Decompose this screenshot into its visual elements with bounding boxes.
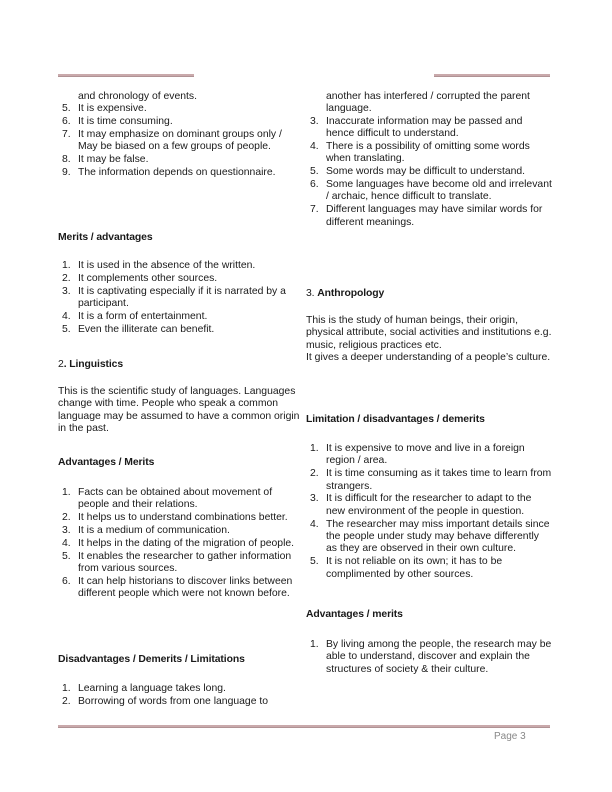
heading-merits-advantages: Merits / advantages (58, 232, 153, 243)
list-item-number: 1. (62, 683, 71, 694)
list-item (58, 525, 300, 537)
list-item-number: 4. (62, 537, 71, 549)
heading-advantages-merits-anthropology: Advantages / merits (306, 609, 403, 620)
list-item-text: Some languages have become old and irrelevant / archaic, hence difficult to translate. (326, 179, 552, 203)
list-item-text: It complements other sources. (78, 272, 218, 284)
footer-rule (58, 725, 550, 728)
list-item (306, 141, 552, 166)
anthropology-text (306, 315, 552, 365)
list-item-text: It helps in the dating of the migration of people. (78, 537, 295, 549)
list-item-number: 8. (62, 154, 71, 166)
list-item-number: 5. (62, 323, 71, 335)
list-item-text: It is difficult for the researcher to adapt to the new environment of the people in question. (326, 493, 532, 517)
list-item-number: 5. (310, 166, 319, 178)
list-item-text: It enables the researcher to gather information from various sources. (78, 550, 292, 574)
list-continued-linguistics-disadvantages (306, 91, 552, 229)
numbered-list (306, 443, 552, 581)
numbered-list (58, 103, 300, 179)
list-advantages (58, 487, 300, 601)
heading-disadvantages: Disadvantages / Demerits / Limitations (58, 654, 245, 665)
list-item (306, 179, 552, 204)
list-item-text: It helps us to understand combinations better. (78, 512, 288, 524)
numbered-list (306, 116, 552, 229)
list-item-text: The information depends on questionnaire. (78, 167, 276, 178)
list-item-text: It is expensive. (78, 103, 147, 115)
page-number: Page 3 (494, 731, 526, 742)
list-item-text: By living among the people, the research may be able to understand, discover and explain the structures of society & their culture. (326, 639, 552, 675)
numbered-list (58, 683, 300, 708)
list-item-text: Borrowing of words from one language to (78, 695, 269, 707)
list-item (58, 324, 300, 336)
list-item-text: Facts can be obtained about movement of people and their relations. (78, 487, 273, 511)
heading-advantages-merits: Advantages / Merits (58, 457, 155, 468)
header-rule-left (58, 74, 194, 77)
list-item (58, 683, 300, 695)
numbered-list (58, 260, 300, 336)
list-item (58, 154, 300, 166)
list-item (58, 273, 300, 285)
list-limitations (306, 443, 552, 581)
list-item (58, 129, 300, 154)
list-item-number: 4. (62, 310, 71, 322)
list-item-number: 9. (62, 167, 71, 178)
list-item-text: It is a form of entertainment. (78, 310, 208, 322)
list-item (58, 260, 300, 272)
list-item-text: It may emphasize on dominant groups only / May be biased on a few groups of people. (78, 129, 282, 153)
list-item-number: 5. (62, 550, 71, 562)
list-item (58, 696, 300, 708)
list-item-number: 7. (310, 204, 319, 216)
heading-anthropology (306, 288, 552, 300)
list-item-number: 2. (310, 468, 319, 480)
list-item (306, 443, 552, 468)
list-item-number: 3. (310, 493, 319, 505)
list-item-number: 1. (62, 260, 71, 271)
list-item-text: It is time consuming as it takes time to learn from strangers. (326, 468, 552, 492)
list-item-number: 3. (62, 525, 71, 536)
list-item-text: It is used in the absence of the written. (78, 260, 256, 271)
list-item (58, 551, 300, 576)
list-item-number: 5. (62, 103, 71, 115)
list-item-number: 1. (310, 639, 319, 650)
list-item-number: 6. (62, 116, 71, 128)
list-item (58, 167, 300, 179)
list-item-text: There is a possibility of omitting some words when translating. (326, 141, 530, 165)
list-item-text: The researcher may miss important details since the people under study may behave differently as they are observed in their own culture. (326, 518, 550, 555)
list-item-text: It is expensive to move and live in a foreign region / area. (326, 443, 525, 467)
list-item-text: It is time consuming. (78, 116, 173, 128)
list-item-number: 1. (62, 487, 71, 498)
list-item (58, 576, 300, 601)
heading-limitations: Limitation / disadvantages / demerits (306, 414, 485, 425)
list-item-continuation: and chronology of events. (78, 91, 197, 102)
list-item (58, 487, 300, 512)
list-item-number: 3. (62, 285, 71, 297)
list-item-number: 4. (310, 518, 319, 530)
section-number: 3. (306, 288, 318, 299)
list-item (58, 512, 300, 524)
list-item-number: 4. (310, 141, 319, 153)
list-item-text: It can help historians to discover links between different people which were not known before. (78, 575, 293, 600)
list-item-text: Learning a language takes long. (78, 683, 226, 694)
list-item (306, 166, 552, 178)
list-item (306, 639, 552, 676)
list-advantages-anthropology (306, 639, 552, 677)
list-item (58, 538, 300, 550)
anthropology-paragraph-1: This is the study of human beings, their origin, physical attribute, social activities and institutions e.g. music, religious practices etc. (306, 315, 552, 351)
list-merits (58, 260, 300, 336)
numbered-list (58, 487, 300, 601)
list-item (306, 556, 552, 581)
list-item-text: Even the illiterate can benefit. (78, 323, 215, 335)
numbered-list (306, 639, 552, 676)
list-item (58, 286, 300, 311)
header-rule-right (434, 74, 550, 77)
list-item-number: 2. (62, 512, 71, 524)
list-item-text: Some words may be difficult to understand. (326, 166, 526, 178)
list-item (306, 468, 552, 493)
list-item (306, 204, 552, 229)
section-title: Anthropology (317, 288, 385, 299)
list-item (306, 493, 552, 518)
section-title: . Linguistics (63, 359, 124, 370)
list-item-number: 7. (62, 129, 71, 140)
list-item-text: It is not reliable on its own; it has to be complimented by other sources. (326, 556, 503, 580)
list-item (306, 519, 552, 556)
list-item (58, 103, 300, 115)
list-item-text: It may be false. (78, 154, 149, 166)
list-item-number: 6. (62, 575, 71, 587)
list-item-number: 5. (310, 556, 319, 568)
list-item-number: 1. (310, 443, 319, 454)
anthropology-paragraph-2: It gives a deeper understanding of a people’s culture. (306, 352, 551, 364)
list-item-text: Inaccurate information may be passed and hence difficult to understand. (326, 115, 523, 140)
list-item-number: 2. (62, 272, 71, 284)
list-continued-disadvantages (58, 91, 300, 180)
list-disadvantages (58, 683, 300, 709)
heading-linguistics (58, 359, 300, 371)
list-item-text: Different languages may have similar words for different meanings. (326, 204, 543, 228)
list-item-number: 3. (310, 115, 319, 127)
list-item-number: 2. (62, 695, 71, 707)
section-number: 2 (58, 359, 64, 370)
linguistics-paragraph: This is the scientific study of languages. Languages change with time. People who speak a common language may be assumed to have a common origin in the past. (58, 386, 300, 435)
list-item-text: It is a medium of communication. (78, 525, 230, 536)
list-item (58, 311, 300, 323)
list-item-continuation: another has interfered / corrupted the parent language. (326, 91, 530, 115)
list-item (306, 116, 552, 141)
list-item-number: 6. (310, 179, 319, 191)
list-item-text: It is captivating especially if it is narrated by a participant. (78, 285, 286, 309)
list-item (58, 116, 300, 128)
